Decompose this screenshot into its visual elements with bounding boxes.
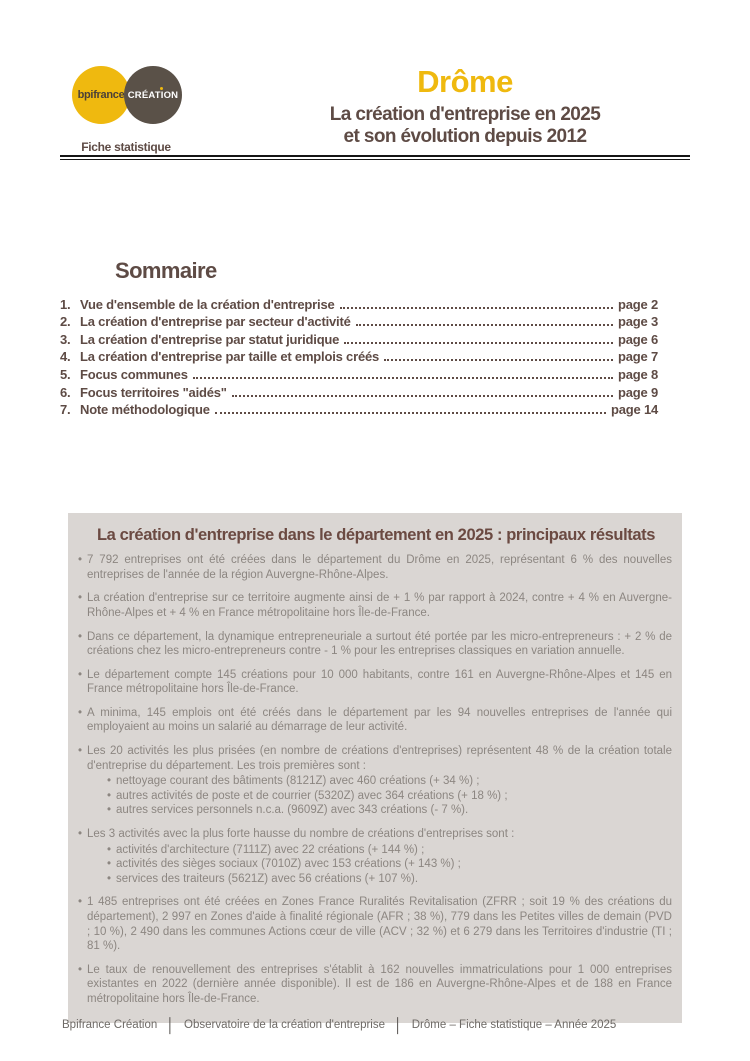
results-sub-item-text: services des traiteurs (5621Z) avec 56 créations (+ 107 %). xyxy=(116,872,419,885)
toc-dotted-leader xyxy=(340,307,614,309)
results-heading: La création d'entreprise dans le département en 2025 : principaux résultats xyxy=(97,526,656,544)
results-bullet xyxy=(78,895,672,953)
header-rule xyxy=(60,155,690,160)
results-bullet-text: Les 20 activités les plus prisées (en nombre de créations d'entreprises) représentent 48 % de la création totale d'entreprise du département. Les trois premières sont : xyxy=(87,745,672,772)
bullet-icon: • xyxy=(78,745,83,758)
results-bullet xyxy=(78,591,672,620)
toc-item-number: 4. xyxy=(60,349,71,365)
toc-item xyxy=(60,312,658,330)
results-bullet-text: A minima, 145 emplois ont été créés dans le département par les 94 nouvelles entreprises de l'année qui employaient au moins un salarié au démarrage de leur activité. xyxy=(87,706,672,734)
bullet-icon: • xyxy=(78,554,83,567)
page-subtitle-line1: La création d'entreprise en 2025 xyxy=(329,104,601,125)
toc-item-label: Focus territoires "aidés" xyxy=(80,384,227,400)
toc-item-label: La création d'entreprise par statut juridique xyxy=(80,331,340,347)
results-sub-item xyxy=(107,774,672,789)
page-subtitle-line2: et son évolution depuis 2012 xyxy=(343,125,587,147)
toc-dotted-leader xyxy=(232,395,613,397)
toc-item-page: page 8 xyxy=(618,366,658,382)
results-box xyxy=(68,513,682,1023)
footer-separator: │ xyxy=(394,1017,403,1033)
results-bullet xyxy=(78,630,672,659)
bpifrance-logo-label: bpifrance xyxy=(77,89,125,101)
logo-circles xyxy=(60,66,192,128)
toc-item-page: page 2 xyxy=(618,296,658,312)
creation-logo xyxy=(124,66,182,124)
results-sub-list xyxy=(87,774,672,818)
toc-item-number: 6. xyxy=(60,384,71,400)
bullet-icon: • xyxy=(78,963,83,976)
results-bullets xyxy=(78,553,672,1006)
toc-item-label: Note méthodologique xyxy=(80,402,210,418)
bullet-icon: • xyxy=(107,789,112,802)
bullet-icon: • xyxy=(107,872,112,885)
toc-item-page: page 6 xyxy=(618,331,658,347)
footer-segment: Drôme – Fiche statistique – Année 2025 xyxy=(411,1019,617,1031)
bullet-icon: • xyxy=(78,668,83,681)
page-footer xyxy=(62,1018,702,1032)
toc-item-page: page 3 xyxy=(618,314,658,330)
toc-heading: Sommaire xyxy=(115,258,217,283)
toc-item-page: page 14 xyxy=(610,402,658,418)
toc-item-label: Focus communes xyxy=(80,366,188,382)
results-bullet-text: La création d'entreprise sur ce territoire augmente ainsi de + 1 % par rapport à 2024, contre + 4 % en Auvergne-Rhône-Alpes et + 4 % en France métropolitaine hors Île-de-France. xyxy=(87,592,672,619)
results-sub-item-text: autres activités de poste et de courrier (5320Z) avec 364 créations (+ 18 %) ; xyxy=(116,789,508,802)
bullet-icon: • xyxy=(78,630,83,643)
toc-item xyxy=(60,364,658,382)
title-block xyxy=(250,66,680,148)
results-sub-list xyxy=(87,843,672,887)
toc-item xyxy=(60,294,658,312)
toc-dotted-leader xyxy=(215,412,606,414)
toc-item-number: 3. xyxy=(60,331,71,347)
creation-logo-label: CRÉATION xyxy=(127,89,179,101)
toc-list xyxy=(60,294,658,417)
results-bullet-text: Le département compte 145 créations pour 10 000 habitants, contre 161 en Auvergne-Rhône-Alpes et 145 en France métropolitaine hors Île-de-France. xyxy=(87,668,672,696)
toc-dotted-leader xyxy=(344,342,613,344)
results-bullet-text: 1 485 entreprises ont été créées en Zones France Ruralités Revitalisation (ZFRR ; soit 19 % des créations du département), 2 997 en Zones d'aide à finalité régionale (AFR ; 38 %), 779 dans les Petites villes de demain (PVD ; 10 %), 2 490 dans les communes Actions cœur de ville (ACV ; 32 %) et 6 279 dans les Territoires d'industrie (TI ; 81 %). xyxy=(87,896,672,953)
results-bullet xyxy=(78,827,672,886)
bullet-icon: • xyxy=(107,843,112,856)
results-bullet xyxy=(78,668,672,697)
toc-item-number: 2. xyxy=(60,314,71,330)
toc-item-page: page 7 xyxy=(618,349,658,365)
results-sub-item-text: activités d'architecture (7111Z) avec 22 créations (+ 144 %) ; xyxy=(116,843,425,856)
bullet-icon: • xyxy=(107,775,112,788)
results-sub-item xyxy=(107,857,672,872)
results-bullet-text: 7 792 entreprises ont été créées dans le département du Drôme en 2025, représentant 6 % des nouvelles entreprises de l'année de la région Auvergne-Rhône-Alpes. xyxy=(87,554,672,581)
bullet-icon: • xyxy=(107,858,112,871)
toc-item-label: La création d'entreprise par secteur d'activité xyxy=(80,314,351,330)
toc-dotted-leader xyxy=(193,377,613,379)
footer-segment: Observatoire de la création d'entreprise xyxy=(184,1019,385,1031)
footer-separator: │ xyxy=(166,1017,175,1033)
logo-tagline: Fiche statistique xyxy=(81,140,171,154)
results-bullet xyxy=(78,963,672,1007)
bullet-icon: • xyxy=(107,804,112,817)
results-sub-item xyxy=(107,803,672,818)
results-sub-item-text: autres services personnels n.c.a. (9609Z) avec 343 créations (- 7 %). xyxy=(116,804,469,817)
toc-item-number: 7. xyxy=(60,402,71,418)
results-bullet xyxy=(78,553,672,582)
results-bullet xyxy=(78,744,672,818)
toc-item-number: 1. xyxy=(60,296,71,312)
results-bullet-text: Dans ce département, la dynamique entrepreneuriale a surtout été portée par les micro-entrepreneurs : + 2 % de créations chez les micro-entrepreneurs contre - 1 % pour les entreprises classiques en variation annuelle. xyxy=(87,630,672,658)
table-of-contents xyxy=(60,258,658,417)
toc-item xyxy=(60,400,658,418)
toc-item-page: page 9 xyxy=(618,384,658,400)
toc-dotted-leader xyxy=(384,359,613,361)
results-sub-item-text: activités des sièges sociaux (7010Z) avec 153 créations (+ 143 %) ; xyxy=(116,858,461,871)
logo-block xyxy=(60,66,192,154)
toc-item-label: Vue d'ensemble de la création d'entreprise xyxy=(80,296,335,312)
results-sub-item xyxy=(107,789,672,804)
toc-item-number: 5. xyxy=(60,366,71,382)
footer-segment: Bpifrance Création xyxy=(62,1019,158,1031)
results-sub-item xyxy=(107,872,672,887)
toc-dotted-leader xyxy=(356,324,613,326)
page-title: Drôme xyxy=(417,64,513,99)
results-sub-item xyxy=(107,843,672,858)
toc-item xyxy=(60,382,658,400)
toc-item xyxy=(60,347,658,365)
bullet-icon: • xyxy=(78,592,83,605)
results-bullet-text: Le taux de renouvellement des entreprises s'établit à 162 nouvelles immatriculations pour 1 000 entreprises existantes en 2022 (dernière année disponible). Il est de 186 en Auvergne-Rhône-Alpes et de 188 en France métropolitaine hors Île-de-France. xyxy=(87,963,672,1005)
bullet-icon: • xyxy=(78,896,83,909)
page-subtitle xyxy=(250,104,680,148)
bpifrance-logo xyxy=(72,66,130,124)
toc-item-label: La création d'entreprise par taille et emplois créés xyxy=(80,349,380,365)
toc-item xyxy=(60,329,658,347)
bullet-icon: • xyxy=(78,828,83,841)
bullet-icon: • xyxy=(78,706,83,719)
results-bullet-text: Les 3 activités avec la plus forte hausse du nombre de créations d'entreprises sont : xyxy=(87,828,515,841)
results-sub-item-text: nettoyage courant des bâtiments (8121Z) avec 460 créations (+ 34 %) ; xyxy=(116,775,480,788)
results-bullet xyxy=(78,706,672,735)
